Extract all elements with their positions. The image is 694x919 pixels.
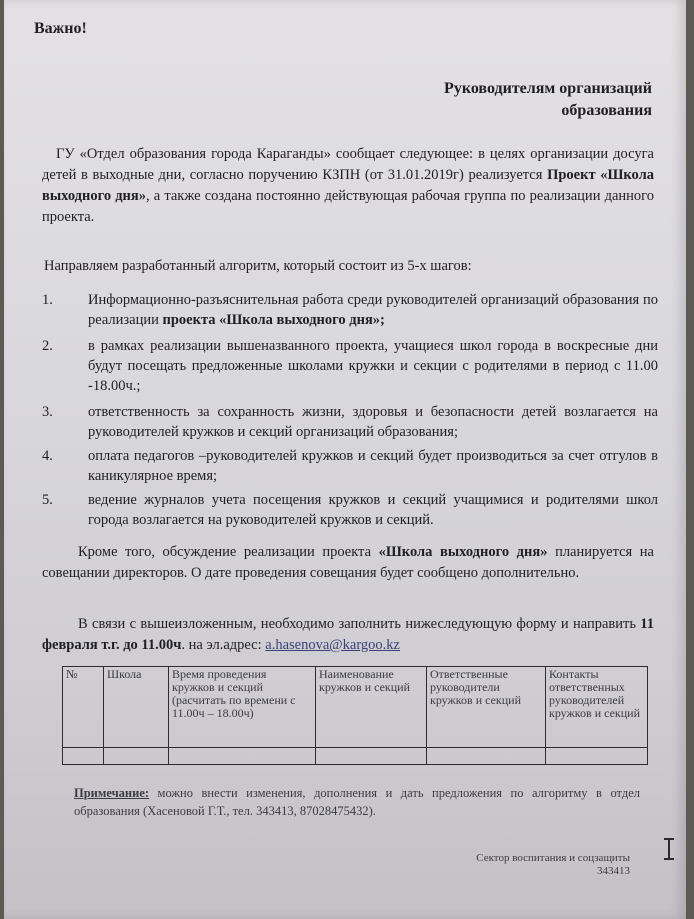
table-cell[interactable] bbox=[169, 748, 316, 765]
discussion-text-end: планируется на совещании директоров. О дате проведения совещания будет сообщено дополнительно. bbox=[42, 544, 654, 581]
step-text: ответственность за сохранность жизни, здоровья и безопасности детей возлагается на руководителей кружков и секций организаций образования; bbox=[88, 404, 658, 440]
step-text: ведение журналов учета посещения кружков и секций учащимися и родителями школ города возлагается на руководителей кружков и секций. bbox=[88, 492, 658, 528]
request-paragraph bbox=[42, 614, 654, 656]
table-cell[interactable] bbox=[427, 748, 546, 765]
sector-name: Сектор воспитания и соцзащиты bbox=[476, 852, 630, 864]
addressee-line-2: образования bbox=[561, 102, 652, 119]
algorithm-intro: Направляем разработанный алгоритм, который состоит из 5-х шагов: bbox=[44, 258, 472, 274]
col-contacts: Контакты ответственных руководителей кружков и секций bbox=[546, 667, 648, 748]
deadline: 11 февраля т.г. до 11.00ч bbox=[42, 616, 654, 653]
intro-text-end: , а также создана постоянно действующая рабочая группа по реализации данного проекта. bbox=[42, 188, 654, 225]
request-text-end: . на эл.адрес: bbox=[181, 637, 266, 653]
col-time: Время проведения кружков и секций (расчитать по времени с 11.00ч – 18.00ч) bbox=[169, 667, 316, 748]
step-text: оплата педагогов –руководителей кружков и секций будет производиться за счет отгулов в каникулярное время; bbox=[88, 448, 658, 484]
table-cell[interactable] bbox=[316, 748, 427, 765]
table-header-row bbox=[63, 667, 648, 748]
request-text: В связи с вышеизложенным, необходимо заполнить нижеследующую форму и направить bbox=[78, 616, 641, 632]
note-text: можно внести изменения, дополнения и дать предложения по алгоритму в отдел образования (Хасеновой Г.Т., тел. 343413, 87028475432). bbox=[74, 786, 640, 818]
discussion-text: Кроме того, обсуждение реализации проекта bbox=[78, 544, 379, 560]
step-text: в рамках реализации вышеназванного проекта, учащиеся школ города в воскресные дни будут посещать предложенные школами кружки и секции с родителями в период с 11.00 -18.00ч.; bbox=[88, 338, 658, 394]
note-paragraph bbox=[74, 784, 640, 820]
table-cell[interactable] bbox=[546, 748, 648, 765]
step-text-part: Информационно-разъяснительная работа среди руководителей организаций образования по реализации bbox=[88, 292, 658, 328]
document-page bbox=[4, 0, 686, 919]
col-school: Школа bbox=[104, 667, 169, 748]
intro-paragraph bbox=[42, 144, 654, 228]
step-text-bold: проекта «Школа выходного дня» bbox=[162, 312, 381, 328]
step-number: 3. bbox=[42, 404, 53, 420]
table-cell[interactable] bbox=[63, 748, 104, 765]
table-cell[interactable] bbox=[104, 748, 169, 765]
step-number: 4. bbox=[42, 448, 53, 464]
col-responsible: Ответственные руководители кружков и секций bbox=[427, 667, 546, 748]
sector-phone: 343413 bbox=[597, 865, 630, 877]
step-number: 5. bbox=[42, 492, 53, 508]
col-number: № bbox=[63, 667, 104, 748]
project-name: Проект «Школа выходного дня» bbox=[42, 167, 654, 204]
footer-sector bbox=[476, 852, 630, 878]
col-clubs: Наименование кружков и секций bbox=[316, 667, 427, 748]
intro-text: ГУ «Отдел образования города Караганды» сообщает следующее: в целях организации досуга детей в выходные дни, согласно поручению КЗПН (от 31.01.2019г) реализуется bbox=[42, 146, 654, 183]
text-cursor-icon bbox=[668, 838, 670, 860]
note-label: Примечание: bbox=[74, 786, 150, 800]
step-text-end: ; bbox=[380, 312, 385, 328]
addressee-line-1: Руководителям организаций bbox=[444, 80, 652, 97]
discussion-paragraph bbox=[42, 542, 654, 584]
step-number: 2. bbox=[42, 338, 53, 354]
report-form-table bbox=[62, 666, 648, 765]
step-text bbox=[88, 290, 658, 330]
important-label: Важно! bbox=[34, 20, 87, 37]
email-link[interactable]: a.hasenova@kargoo.kz bbox=[265, 637, 400, 653]
table-row bbox=[63, 748, 648, 765]
discussion-project-name: «Школа выходного дня» bbox=[378, 544, 548, 560]
step-number: 1. bbox=[42, 292, 53, 308]
